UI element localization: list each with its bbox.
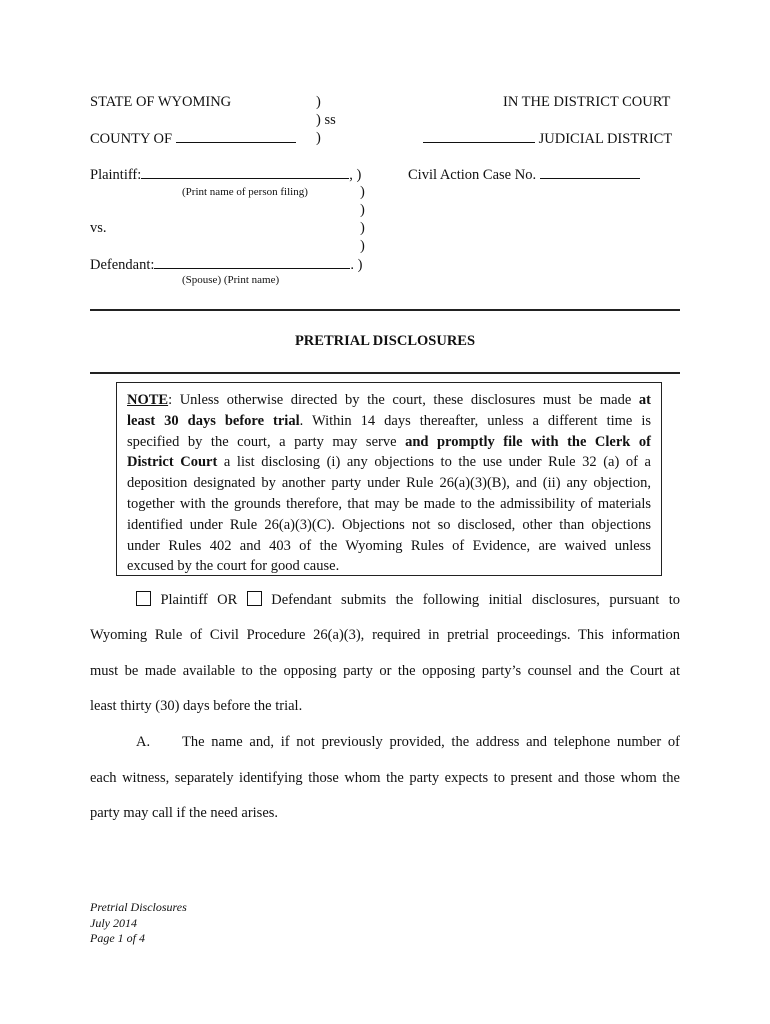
note-line-9: excused by the court for good cause. [127,558,340,575]
ss-label: ) ss [316,112,336,128]
note-box [116,382,662,576]
caption-paren: ) [360,202,365,218]
note-line-1: NOTE: Unless otherwise directed by the court, these disclosures must be made at [127,392,651,408]
section-a-label: A. [136,734,151,750]
spouse-hint: (Spouse) (Print name) [182,274,280,286]
document-title: PRETRIAL DISCLOSURES [294,333,476,349]
divider-top [90,309,680,311]
county-label: COUNTY OF [90,130,296,148]
county-blank[interactable] [176,130,296,143]
plaintiff-checkbox[interactable] [136,591,151,606]
plaintiff-line: Plaintiff: , ) [90,167,362,183]
caption-paren: ) [360,184,365,200]
section-a-line-1: The name and, if not previously provided, the address and telephone number of [182,734,680,750]
state-label: STATE OF WYOMING [90,94,232,110]
print-name-hint: (Print name of person filing) [182,186,308,198]
footer-date: July 2014 [90,915,137,930]
case-number-blank[interactable] [540,166,640,179]
footer-page-number: Page 1 of 4 [90,931,145,945]
caption-paren: ) [316,94,321,110]
caption-paren: ) [316,130,321,146]
defendant-blank[interactable] [154,256,350,269]
body-line-2: Wyoming Rule of Civil Procedure 26(a)(3), required in pretrial proceedings. This information [90,627,680,643]
caption-paren: ) [360,220,365,236]
divider-bottom [90,372,680,374]
section-a-line-3: party may call if the need arises. [90,805,279,821]
vs-label: vs. [90,220,107,236]
judicial-district: JUDICIAL DISTRICT [423,130,672,148]
defendant-line: Defendant: . ) [90,257,363,273]
court-label: IN THE DISTRICT COURT [503,94,671,110]
district-blank[interactable] [423,130,535,143]
caption-paren: ) [360,238,365,254]
page-footer [90,900,187,947]
civil-action-line: Civil Action Case No. [408,166,640,184]
section-a-line-2: each witness, separately identifying those whom the party expects to present and those whom the [90,770,680,786]
defendant-checkbox[interactable] [247,591,262,606]
body-line-3: must be made available to the opposing party or the opposing party’s counsel and the Court at [90,663,680,679]
party-selection-line: Plaintiff OR Defendant submits the following initial disclosures, pursuant to [136,591,680,609]
footer-title: Pretrial Disclosures [90,900,187,914]
note-line-4: District Court a list disclosing (i) any objections to the use under Rule 32 (a) of a [127,454,651,471]
body-line-4: least thirty (30) days before the trial. [90,698,303,714]
plaintiff-blank[interactable] [141,166,349,179]
note-line-3: specified by the court, a party may serve and promptly file with the Clerk of [127,433,651,450]
note-line-8: under Rules 402 and 403 of the Wyoming Rules of Evidence, are waived unless [127,537,651,554]
note-line-6: together with the grounds therefore, that may be made to the admissibility of materials [127,495,651,512]
note-line-7: identified under Rule 26(a)(3)(C). Objections not so disclosed, other than objections [127,516,651,533]
note-line-2: least 30 days before trial. Within 14 days thereafter, unless a different time is [127,412,651,429]
note-line-5: deposition designated by another party under Rule 26(a)(3)(B), and (ii) any objection, [127,475,651,492]
